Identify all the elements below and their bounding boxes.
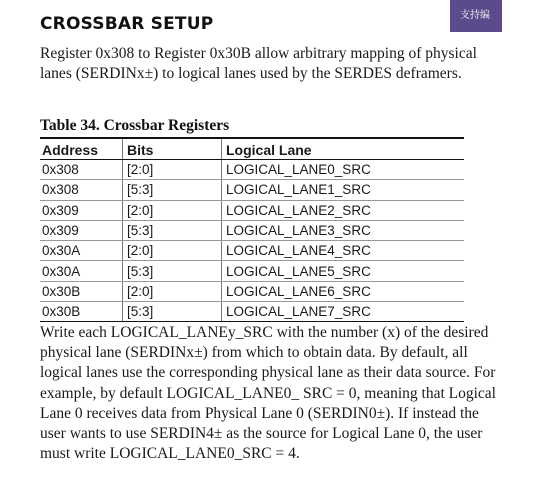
table-header-row bbox=[40, 138, 464, 160]
column-header-logical-lane: Logical Lane bbox=[222, 138, 465, 160]
corner-badge[interactable]: 支持编 bbox=[450, 0, 502, 32]
cell-bits: [2:0] bbox=[123, 241, 222, 261]
cell-logical-lane: LOGICAL_LANE0_SRC bbox=[222, 160, 465, 180]
cell-address: 0x309 bbox=[40, 220, 123, 240]
crossbar-registers-table bbox=[40, 137, 464, 322]
intro-paragraph: Register 0x308 to Register 0x30B allow arbitrary mapping of physical lanes (SERDINx±) to logical lanes used by the SERDES deframers. bbox=[40, 45, 477, 82]
cell-logical-lane: LOGICAL_LANE1_SRC bbox=[222, 180, 465, 200]
column-header-address: Address bbox=[40, 138, 123, 160]
table-row bbox=[40, 261, 464, 281]
table-row bbox=[40, 180, 464, 200]
cell-logical-lane: LOGICAL_LANE5_SRC bbox=[222, 261, 465, 281]
cell-address: 0x30A bbox=[40, 241, 123, 261]
cell-bits: [2:0] bbox=[123, 281, 222, 301]
section-title: CROSSBAR SETUP bbox=[40, 14, 214, 34]
cell-address: 0x30B bbox=[40, 281, 123, 301]
cell-bits: [5:3] bbox=[123, 261, 222, 281]
table-row bbox=[40, 160, 464, 180]
table-row bbox=[40, 241, 464, 261]
cell-logical-lane: LOGICAL_LANE4_SRC bbox=[222, 241, 465, 261]
cell-address: 0x309 bbox=[40, 200, 123, 220]
cell-logical-lane: LOGICAL_LANE2_SRC bbox=[222, 200, 465, 220]
cell-logical-lane: LOGICAL_LANE7_SRC bbox=[222, 302, 465, 322]
cell-address: 0x308 bbox=[40, 160, 123, 180]
table-row bbox=[40, 281, 464, 301]
cell-bits: [5:3] bbox=[123, 180, 222, 200]
cell-logical-lane: LOGICAL_LANE6_SRC bbox=[222, 281, 465, 301]
cell-bits: [5:3] bbox=[123, 220, 222, 240]
table-row bbox=[40, 302, 464, 322]
table-caption: Table 34. Crossbar Registers bbox=[40, 117, 230, 134]
cell-bits: [5:3] bbox=[123, 302, 222, 322]
cell-bits: [2:0] bbox=[123, 160, 222, 180]
cell-address: 0x308 bbox=[40, 180, 123, 200]
cell-address: 0x30B bbox=[40, 302, 123, 322]
table-row bbox=[40, 220, 464, 240]
body-paragraph: Write each LOGICAL_LANEy_SRC with the number (x) of the desired physical lane (SERDINx±) from which to obtain data. By default, all logical lanes use the corresponding physical lane as their data source. For example, by default LOGICAL_LANE0_ SRC = 0, meaning that Logical Lane 0 receives data from Physical Lane 0 (SERDIN0±). If instead the user wants to use SERDIN4± as the source for Logical Lane 0, the user must write LOGICAL_LANE0_SRC = 4. bbox=[40, 324, 496, 463]
cell-bits: [2:0] bbox=[123, 200, 222, 220]
column-header-bits: Bits bbox=[123, 138, 222, 160]
cell-logical-lane: LOGICAL_LANE3_SRC bbox=[222, 220, 465, 240]
table-row bbox=[40, 200, 464, 220]
cell-address: 0x30A bbox=[40, 261, 123, 281]
